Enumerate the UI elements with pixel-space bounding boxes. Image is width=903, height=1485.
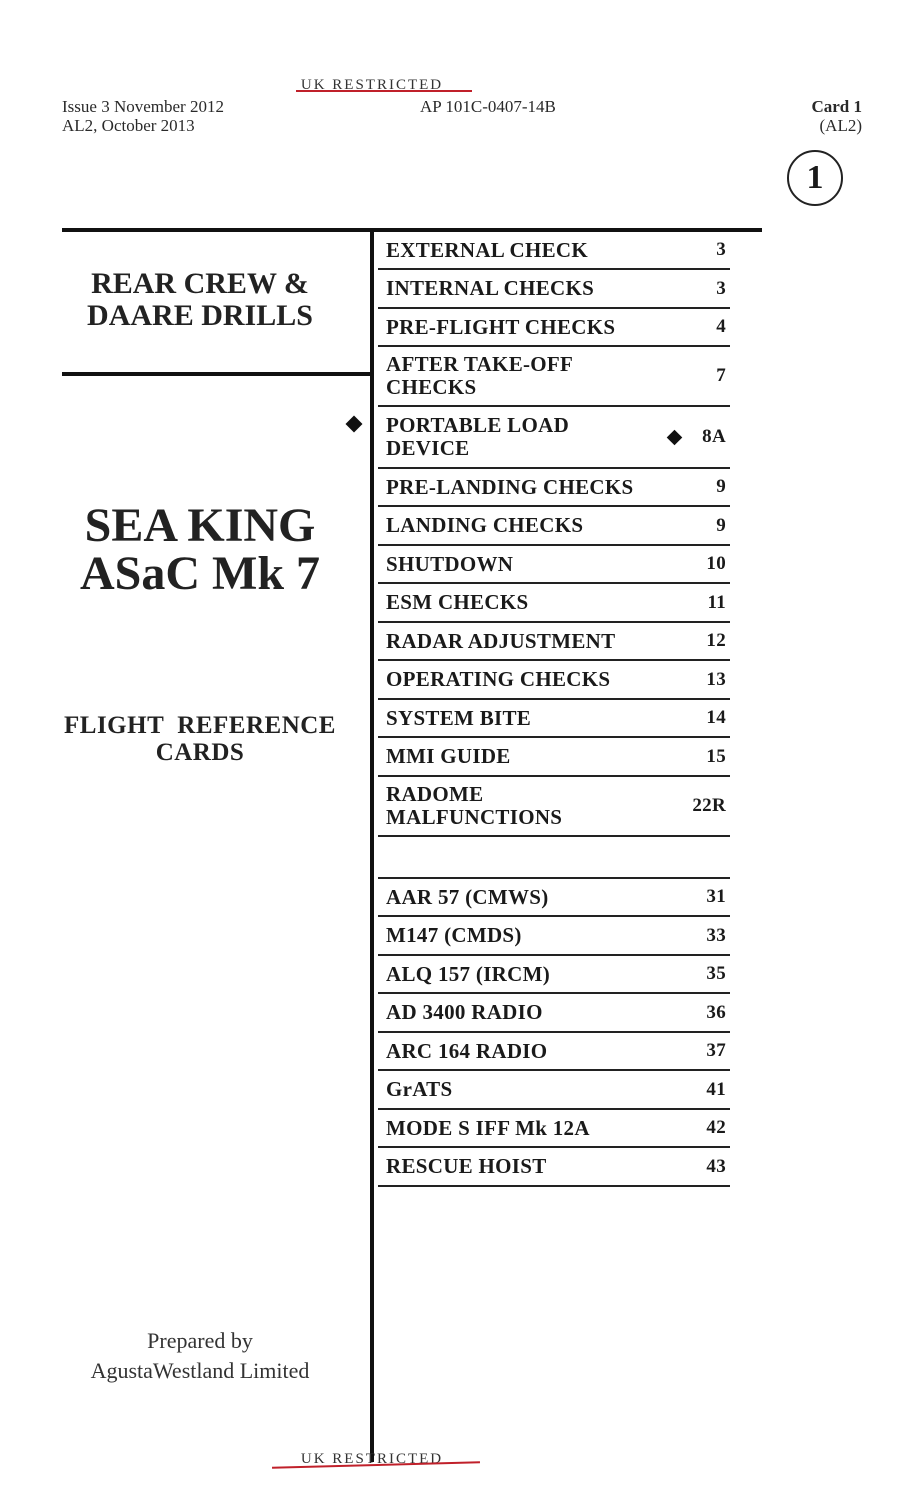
amendment-circle-badge: 1 bbox=[787, 150, 843, 206]
contents-row-alq-157[interactable] bbox=[378, 956, 730, 994]
contents-label: LANDING CHECKS bbox=[386, 513, 584, 537]
contents-label: ALQ 157 (IRCM) bbox=[386, 961, 551, 986]
document-type bbox=[62, 712, 338, 766]
contents-page: 4 bbox=[716, 316, 726, 337]
contents-label-line1: RADOME bbox=[386, 782, 484, 806]
contents-page: 33 bbox=[706, 924, 726, 946]
contents-row-m147[interactable] bbox=[378, 917, 730, 956]
contents-table bbox=[378, 232, 730, 1187]
amendment-date: AL2, October 2013 bbox=[62, 116, 195, 135]
contents-label: RESCUE HOIST bbox=[386, 1154, 547, 1178]
contents-page: 3 bbox=[716, 239, 726, 260]
contents-label: PRE-FLIGHT CHECKS bbox=[386, 314, 616, 339]
contents-page: 31 bbox=[706, 886, 726, 907]
contents-page: 9 bbox=[716, 476, 726, 497]
contents-group-spacer bbox=[378, 837, 730, 879]
contents-page: 9 bbox=[716, 514, 726, 536]
security-marking-bottom: UK RESTRICTED bbox=[300, 1451, 444, 1464]
contents-row-grats[interactable] bbox=[378, 1071, 730, 1110]
amendment-diamond-icon bbox=[346, 416, 363, 433]
aircraft-title bbox=[62, 499, 338, 600]
security-marking-top: UK RESTRICTED bbox=[300, 77, 444, 90]
contents-label: M147 (CMDS) bbox=[386, 923, 522, 947]
publication-ref: AP 101C-0407-14B bbox=[420, 97, 556, 116]
contents-label: SYSTEM BITE bbox=[386, 705, 532, 730]
card-amendment: (AL2) bbox=[819, 116, 862, 135]
contents-row-operating-checks[interactable] bbox=[378, 661, 730, 700]
card-info bbox=[770, 97, 862, 135]
contents-label: AD 3400 RADIO bbox=[386, 1000, 543, 1024]
document-type-line2: CARDS bbox=[155, 739, 245, 766]
document-type-line1: FLIGHT REFERENCE bbox=[64, 712, 336, 739]
contents-row-radome-malfunctions[interactable] bbox=[378, 777, 730, 837]
amendment-diamond-icon bbox=[667, 429, 683, 445]
contents-label bbox=[386, 783, 562, 829]
contents-label bbox=[386, 353, 573, 399]
contents-label: RADAR ADJUSTMENT bbox=[386, 628, 616, 653]
contents-row-pre-landing-checks[interactable] bbox=[378, 469, 730, 507]
contents-label: GrATS bbox=[386, 1077, 453, 1101]
prepared-by bbox=[62, 1326, 338, 1386]
contents-page: 8A bbox=[702, 426, 726, 447]
card-label: Card 1 bbox=[811, 97, 862, 116]
contents-row-after-take-off-checks[interactable] bbox=[378, 347, 730, 407]
contents-row-radar-adjustment[interactable] bbox=[378, 623, 730, 661]
contents-row-rescue-hoist[interactable] bbox=[378, 1148, 730, 1187]
prepared-by-company: AgustaWestland Limited bbox=[90, 1358, 310, 1383]
contents-label bbox=[386, 414, 569, 460]
contents-page: 36 bbox=[706, 1001, 726, 1023]
contents-page: 11 bbox=[707, 591, 726, 613]
contents-page-group bbox=[669, 426, 726, 448]
contents-label-line1: AFTER TAKE-OFF bbox=[386, 352, 574, 376]
contents-row-portable-load-device[interactable] bbox=[378, 407, 730, 469]
contents-label-line2: DEVICE bbox=[386, 436, 470, 460]
issue-info bbox=[62, 97, 224, 135]
contents-row-landing-checks[interactable] bbox=[378, 507, 730, 546]
contents-row-pre-flight-checks[interactable] bbox=[378, 309, 730, 347]
contents-row-external-check[interactable] bbox=[378, 232, 730, 270]
section-title-line2: DAARE DRILLS bbox=[87, 299, 313, 332]
contents-page: 15 bbox=[706, 745, 726, 767]
contents-row-mmi-guide[interactable] bbox=[378, 738, 730, 777]
section-divider-rule bbox=[62, 372, 374, 376]
contents-label: AAR 57 (CMWS) bbox=[386, 884, 549, 909]
contents-label-line2: CHECKS bbox=[386, 375, 477, 399]
contents-page: 12 bbox=[706, 630, 726, 651]
issue-date: Issue 3 November 2012 bbox=[62, 97, 224, 116]
contents-label: INTERNAL CHECKS bbox=[386, 276, 595, 300]
contents-page: 42 bbox=[706, 1117, 726, 1138]
contents-row-system-bite[interactable] bbox=[378, 700, 730, 738]
aircraft-title-line1: SEA KING bbox=[84, 499, 316, 552]
contents-label-line2: MALFUNCTIONS bbox=[386, 805, 563, 829]
contents-label: EXTERNAL CHECK bbox=[386, 237, 588, 262]
contents-label: OPERATING CHECKS bbox=[386, 667, 611, 691]
contents-label: SHUTDOWN bbox=[386, 551, 514, 576]
contents-page: 14 bbox=[706, 707, 726, 728]
contents-page: 43 bbox=[706, 1155, 726, 1177]
contents-label: ESM CHECKS bbox=[386, 590, 529, 614]
contents-page: 3 bbox=[716, 277, 726, 299]
contents-row-mode-s-iff[interactable] bbox=[378, 1110, 730, 1148]
contents-page: 22R bbox=[692, 795, 726, 816]
contents-row-aar-57[interactable] bbox=[378, 879, 730, 917]
contents-label-line1: PORTABLE LOAD bbox=[386, 413, 570, 437]
contents-row-ad-3400-radio[interactable] bbox=[378, 994, 730, 1033]
contents-page: 7 bbox=[716, 365, 726, 386]
contents-page: 41 bbox=[706, 1078, 726, 1100]
contents-row-arc-164-radio[interactable] bbox=[378, 1033, 730, 1071]
contents-row-esm-checks[interactable] bbox=[378, 584, 730, 623]
prepared-by-label: Prepared by bbox=[147, 1328, 253, 1353]
contents-page: 35 bbox=[706, 963, 726, 984]
aircraft-title-line2: ASaC Mk 7 bbox=[79, 547, 321, 600]
contents-label: MODE S IFF Mk 12A bbox=[386, 1115, 590, 1140]
contents-label: PRE-LANDING CHECKS bbox=[386, 474, 634, 499]
contents-row-shutdown[interactable] bbox=[378, 546, 730, 584]
section-title bbox=[62, 268, 338, 332]
contents-page: 10 bbox=[706, 553, 726, 574]
center-vertical-rule bbox=[370, 228, 374, 1462]
contents-label: MMI GUIDE bbox=[386, 744, 511, 768]
contents-label: ARC 164 RADIO bbox=[386, 1038, 548, 1063]
section-title-line1: REAR CREW & bbox=[91, 267, 309, 300]
contents-page: 13 bbox=[706, 668, 726, 690]
contents-page: 37 bbox=[706, 1040, 726, 1061]
marking-strike-top bbox=[296, 90, 472, 92]
contents-row-internal-checks[interactable] bbox=[378, 270, 730, 309]
